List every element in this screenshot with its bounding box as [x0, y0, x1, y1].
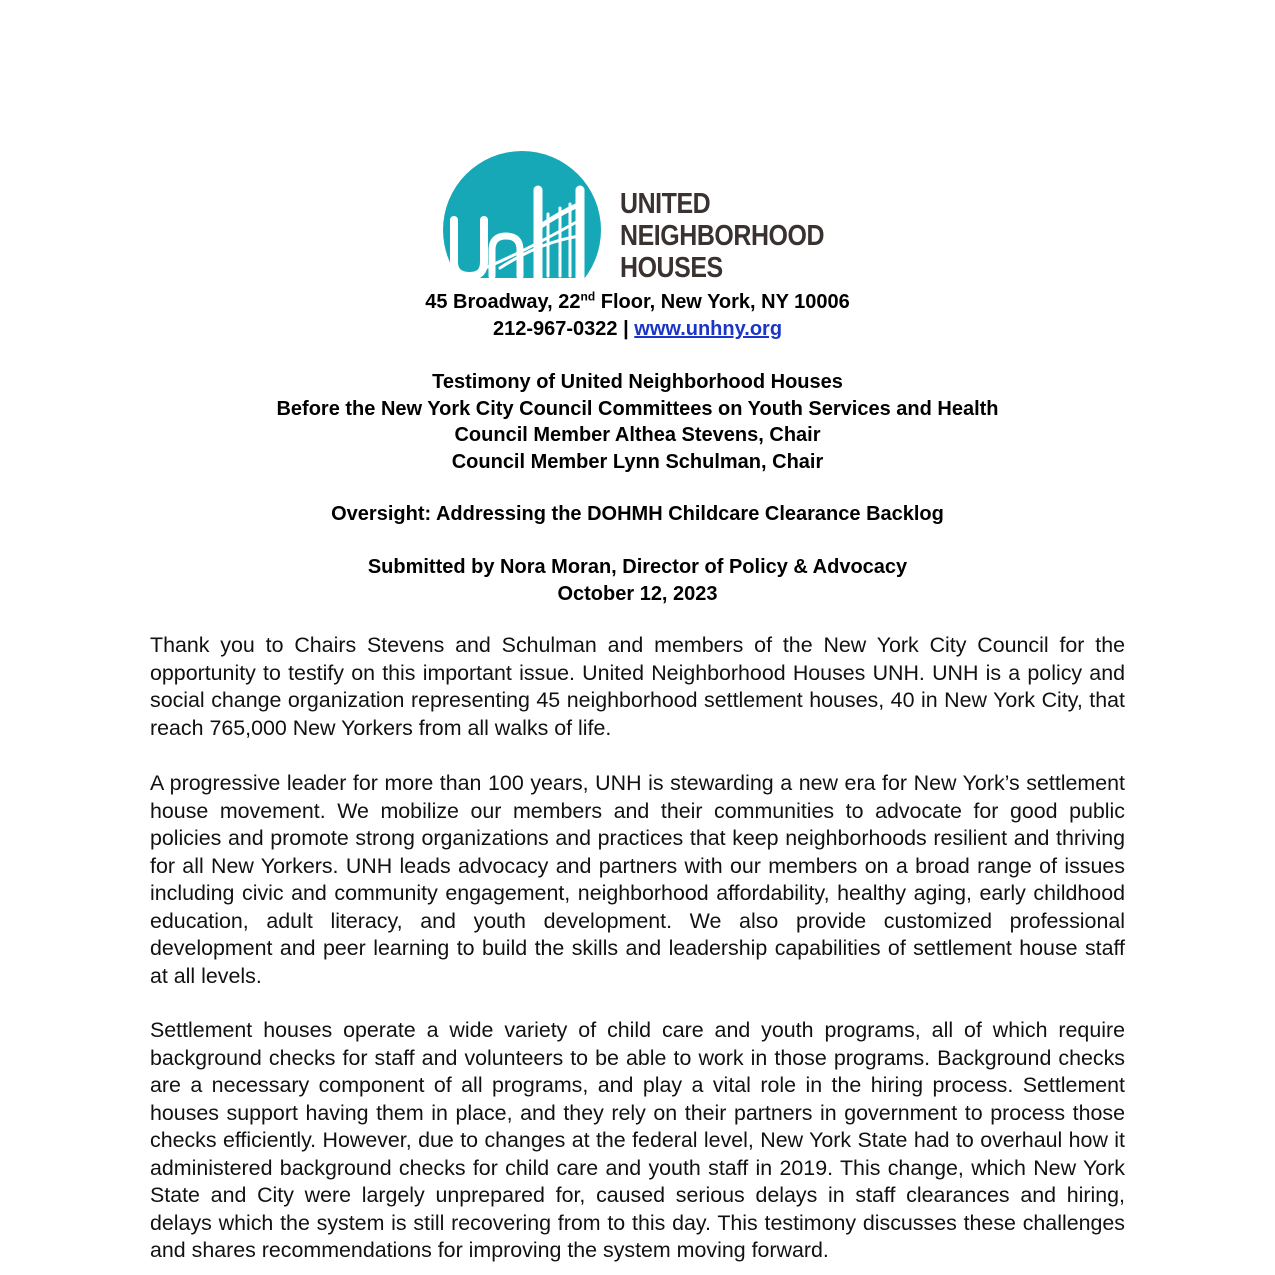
submission-date: October 12, 2023: [557, 582, 718, 605]
testimony-heading: [150, 369, 1125, 475]
body-paragraph: Settlement houses operate a wide variety of child care and youth programs, all of which require background checks for staff and volunteers to be able to work in those programs. Background checks are a necessary component of all programs, and play a vital role in the hiring process. Settlement houses support having them in place, and they rely on their partners in government to process those checks efficiently. However, due to changes at the federal level, New York State had to overhaul how it administered background checks for child care and youth staff in 2019. This change, which New York State and City were largely unprepared for, caused serious delays in staff clearances and hiring, delays which the system is still recovering from to this day. This testimony discusses these challenges and shares recommendations for improving the system moving forward.: [150, 1018, 1125, 1262]
submission-info: [150, 554, 1125, 607]
body-paragraph: A progressive leader for more than 100 years, UNH is stewarding a new era for New York’s settlement house movement. We mobilize our members and their communities to advocate for good public policies and promote strong organizations and practices that keep neighborhoods resilient and thriving for all New Yorkers. UNH leads advocacy and partners with our members on a broad range of issues including civic and community engagement, neighborhood affordability, healthy aging, early childhood education, adult literacy, and youth development. We also provide customized professional development and peer learning to build the skills and leadership capabilities of settlement house staff at all levels.: [150, 771, 1125, 988]
address-suffix: Floor, New York, NY 10006: [595, 291, 850, 313]
address-prefix: 45 Broadway, 22: [425, 291, 581, 313]
testimony-line: Council Member Althea Stevens, Chair: [454, 424, 821, 446]
submitted-by: Submitted by Nora Moran, Director of Policy & Advocacy: [367, 556, 908, 578]
unh-logo: [440, 150, 840, 285]
website-link[interactable]: www.unhny.org: [634, 318, 783, 340]
testimony-line: Council Member Lynn Schulman, Chair: [451, 450, 824, 473]
logo-wordmark: [620, 188, 825, 284]
address-line: [150, 289, 1125, 316]
oversight-title: Oversight: Addressing the DOHMH Childcare Clearance Backlog: [331, 503, 944, 525]
phone-number: 212-967-0322: [492, 318, 618, 340]
address-superscript: nd: [580, 289, 596, 304]
logo-line-3: HOUSES: [620, 252, 723, 284]
unh-logo-mark-icon: [440, 150, 610, 282]
testimony-line: Testimony of United Neighborhood Houses: [432, 371, 843, 393]
contact-line: [150, 316, 1125, 343]
contact-separator: |: [623, 318, 629, 340]
testimony-line: Before the New York City Council Committees on Youth Services and Health: [276, 397, 999, 420]
logo-line-1: UNITED: [620, 188, 711, 220]
logo-line-2: NEIGHBORHOOD: [620, 220, 825, 252]
body-paragraph: Thank you to Chairs Stevens and Schulman and members of the New York City Council for the opportunity to testify on this important issue. United Neighborhood Houses UNH. UNH is a policy and social change organization representing 45 neighborhood settlement houses, 40 in New York City, that reach 765,000 New Yorkers from all walks of life.: [150, 633, 1125, 740]
